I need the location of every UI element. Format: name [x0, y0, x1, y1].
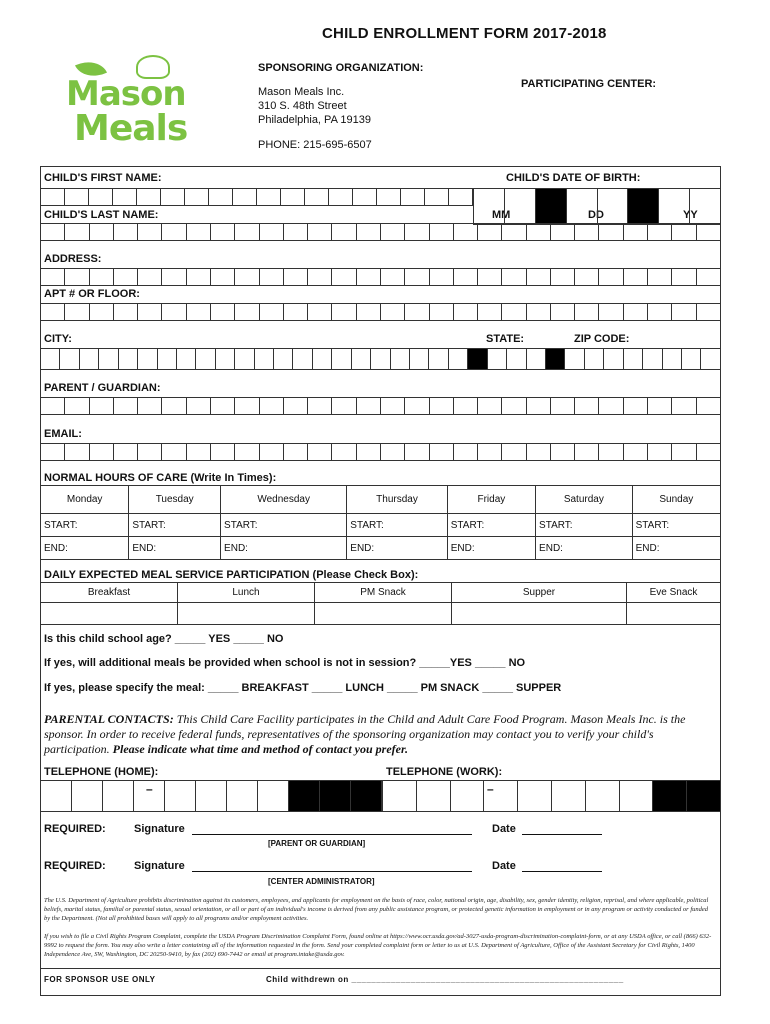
day-monday: Monday: [41, 486, 129, 514]
hours-table: [40, 485, 721, 560]
hours-title: NORMAL HOURS OF CARE (Write In Times):: [44, 472, 277, 484]
end-cell[interactable]: END:: [221, 537, 347, 560]
start-cell[interactable]: START:: [41, 514, 129, 537]
required-label-parent: REQUIRED:: [44, 823, 106, 835]
form-title: CHILD ENROLLMENT FORM 2017-2018: [322, 25, 607, 42]
dob-boxes[interactable]: [473, 188, 721, 225]
participating-center-label: PARTICIPATING CENTER:: [521, 78, 657, 90]
day-tuesday: Tuesday: [129, 486, 221, 514]
complaint-statement: If you wish to file a Civil Rights Program Complaint, complete the USDA Program Discrimination Complaint Form, found online at https://www.ocr.usda.gov/ad-3027-usda-program-discrimination-complaint-form, or at any USDA office, or call (866) 632-9992 to request the form. You may also write a letter containing all of the information requested in the form. Send your completed complaint form or letter to us at U.S. Department of Agriculture, Office of the Assistant Secretary for Civil Rights, 1400 Independence Ave, SW, Washington, DC 20250-9410, by fax (202) 690-7442 or email at program.intake@usda.gov.: [44, 933, 712, 958]
supper-checkbox[interactable]: [452, 603, 627, 625]
tel-home-dash: –: [146, 782, 153, 796]
nondiscrimination-statement: The U.S. Department of Agriculture prohibits discrimination against its customers, employees, and applicants for employment on the basis of race, color, national origin, age, disability, sex, gender identity, religion, reprisal, and where applicable, political beliefs, marital status, familial or parental status, sexual orientation, or all or part of an individual's income is derived from any public assistance program, or protected genetic information in employment or in any program or activity conducted or funded by the Department. (Not all prohibited bases will apply to all programs and/or employment activities.: [44, 897, 709, 922]
apt-label: APT # OR FLOOR:: [44, 288, 140, 300]
signature-label-admin: Signature: [134, 860, 185, 872]
meal-supper: Supper: [452, 583, 627, 603]
start-cell[interactable]: START:: [129, 514, 221, 537]
dob-mm: MM: [492, 209, 511, 221]
eve-snack-checkbox[interactable]: [627, 603, 721, 625]
required-label-admin: REQUIRED:: [44, 860, 106, 872]
meals-table: [40, 582, 721, 625]
sponsor-use-only: FOR SPONSOR USE ONLY: [44, 975, 156, 984]
breakfast-checkbox[interactable]: [41, 603, 178, 625]
email-label: EMAIL:: [44, 428, 82, 440]
parental-contacts-emphasis: Please indicate what time and method of contact you prefer.: [112, 742, 408, 756]
start-cell[interactable]: START:: [221, 514, 347, 537]
org-city: Philadelphia, PA 19139: [258, 114, 371, 126]
meal-eve-snack: Eve Snack: [627, 583, 721, 603]
parental-contacts-heading: PARENTAL CONTACTS:: [44, 712, 174, 726]
meals-title: DAILY EXPECTED MEAL SERVICE PARTICIPATION (Please Check Box):: [44, 569, 419, 581]
end-cell[interactable]: END:: [41, 537, 129, 560]
logo-text-line1: Mason: [66, 74, 186, 114]
specify-meal-question[interactable]: If yes, please specify the meal: _____ BREAKFAST _____ LUNCH _____ PM SNACK _____ SUPPER: [44, 682, 562, 694]
child-withdrawn-field[interactable]: Child withdrewn on _______________________________________________________: [266, 975, 624, 984]
end-cell[interactable]: END:: [129, 537, 221, 560]
day-saturday: Saturday: [536, 486, 633, 514]
mason-meals-logo: [60, 55, 195, 155]
meal-pm-snack: PM Snack: [315, 583, 452, 603]
center-administrator-note: [CENTER ADMINISTRATOR]: [268, 877, 375, 886]
admin-date-line[interactable]: [522, 862, 602, 872]
start-cell[interactable]: START:: [347, 514, 447, 537]
parent-guardian-note: [PARENT OR GUARDIAN]: [268, 839, 366, 848]
first-name-label: CHILD'S FIRST NAME:: [44, 172, 162, 184]
parent-date-line[interactable]: [522, 825, 602, 835]
tel-work-label: TELEPHONE (WORK):: [386, 766, 503, 778]
last-name-label: CHILD'S LAST NAME:: [44, 209, 159, 221]
school-age-question[interactable]: Is this child school age? _____ YES _____ NO: [44, 633, 284, 645]
parental-contacts-body: This Child Care Facility participates in the Child and Adult Care Food Program. Mason Meals Inc. is the sponsor. In order to receive federal funds, representatives of the sponsoring organization may contact you to verify your child's participation.: [44, 712, 686, 756]
tel-work-dash: –: [487, 782, 494, 796]
parent-signature-line[interactable]: [192, 825, 472, 835]
org-phone: PHONE: 215-695-6507: [258, 139, 372, 151]
end-cell[interactable]: END:: [347, 537, 447, 560]
tel-work-boxes[interactable]: [382, 780, 721, 812]
sponsoring-org-label: SPONSORING ORGANIZATION:: [258, 62, 424, 74]
tel-home-boxes[interactable]: [40, 780, 382, 812]
day-wednesday: Wednesday: [221, 486, 347, 514]
city-state-zip-boxes[interactable]: [40, 348, 721, 370]
dob-dd: DD: [588, 209, 604, 221]
meal-breakfast: Breakfast: [41, 583, 178, 603]
guardian-boxes[interactable]: [40, 397, 721, 415]
city-label: CITY:: [44, 333, 72, 345]
dob-yy: YY: [683, 209, 698, 221]
lunch-checkbox[interactable]: [178, 603, 315, 625]
start-cell[interactable]: START:: [447, 514, 535, 537]
end-cell[interactable]: END:: [536, 537, 633, 560]
additional-meals-question[interactable]: If yes, will additional meals be provided when school is not in session? _____YES _____ NO: [44, 657, 526, 669]
email-boxes[interactable]: [40, 443, 721, 461]
guardian-label: PARENT / GUARDIAN:: [44, 382, 161, 394]
dob-label: CHILD'S DATE OF BIRTH:: [506, 172, 641, 184]
zip-label: ZIP CODE:: [574, 333, 630, 345]
org-name: Mason Meals Inc.: [258, 86, 345, 98]
date-label-admin: Date: [492, 860, 516, 872]
state-label: STATE:: [486, 333, 525, 345]
last-name-boxes[interactable]: [40, 223, 721, 241]
address-label: ADDRESS:: [44, 253, 102, 265]
apt-boxes[interactable]: [40, 303, 721, 321]
date-label-parent: Date: [492, 823, 516, 835]
logo-text-line2: Meals: [74, 108, 188, 149]
meal-lunch: Lunch: [178, 583, 315, 603]
start-cell[interactable]: START:: [536, 514, 633, 537]
end-cell[interactable]: END:: [447, 537, 535, 560]
parental-contacts-paragraph: [44, 712, 714, 757]
start-cell[interactable]: START:: [632, 514, 720, 537]
signature-label-parent: Signature: [134, 823, 185, 835]
tel-home-label: TELEPHONE (HOME):: [44, 766, 159, 778]
day-friday: Friday: [447, 486, 535, 514]
first-name-boxes[interactable]: [40, 188, 473, 206]
day-sunday: Sunday: [632, 486, 720, 514]
pm-snack-checkbox[interactable]: [315, 603, 452, 625]
admin-signature-line[interactable]: [192, 862, 472, 872]
address-boxes[interactable]: [40, 268, 721, 286]
day-thursday: Thursday: [347, 486, 447, 514]
end-cell[interactable]: END:: [632, 537, 720, 560]
org-street: 310 S. 48th Street: [258, 100, 347, 112]
